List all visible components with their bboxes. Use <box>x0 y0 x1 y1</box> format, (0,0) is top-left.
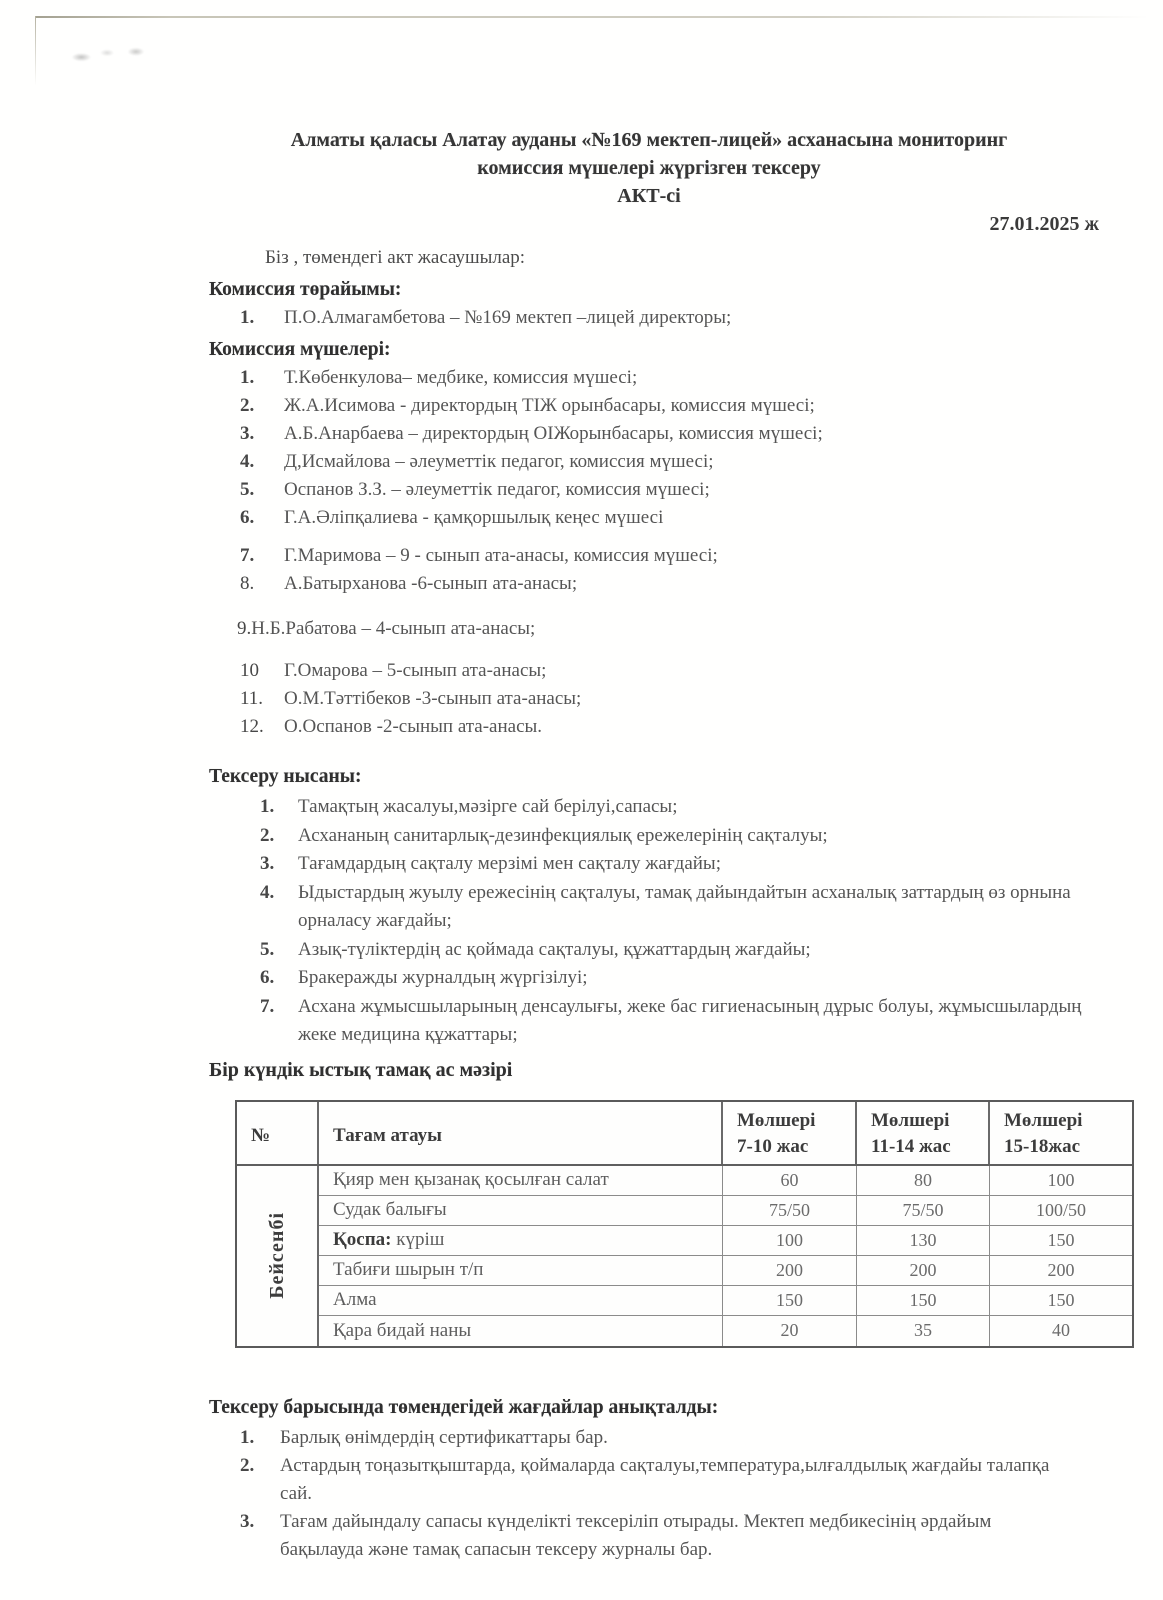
list-item <box>240 713 1070 741</box>
portion-11-14-cell: 200 <box>857 1256 990 1285</box>
dish-name: Табиғи шырын т/п <box>333 1259 484 1280</box>
dish-name-cell <box>319 1286 723 1315</box>
portion-11-14-cell: 130 <box>857 1226 990 1255</box>
title-line-3: АКТ-сі <box>617 185 681 207</box>
list-item <box>240 657 1070 685</box>
chair-list <box>240 304 1070 332</box>
dish-name-cell <box>319 1226 723 1255</box>
column-header-line: 7-10 жас <box>737 1135 809 1157</box>
members-list <box>237 364 1070 741</box>
list-item <box>240 392 1070 420</box>
portion-15-18-cell: 150 <box>1047 1289 1075 1310</box>
item-number: 4. <box>240 451 255 472</box>
list-item <box>260 964 1090 993</box>
column-header-line: Мөлшері <box>871 1109 950 1131</box>
day-cell <box>237 1166 319 1346</box>
item-number: 1. <box>240 307 255 328</box>
list-item <box>260 936 1090 965</box>
table-row <box>319 1316 1132 1346</box>
item-number: 1. <box>240 367 255 388</box>
item-number: 10 <box>240 660 259 681</box>
item-number: 2. <box>240 1454 255 1476</box>
portion-7-10-cell: 200 <box>723 1256 857 1285</box>
item-text: Асхана жұмысшыларының денсаулығы, жеке бас гигиенасының дұрыс болуы, жұмысшылардың жеке медицина құжаттары; <box>298 995 1082 1045</box>
page-title <box>235 126 1063 210</box>
chair-heading: Комиссия төрайымы: <box>209 279 402 300</box>
table-row <box>319 1286 1132 1316</box>
item-number: 4. <box>260 881 275 903</box>
list-item <box>240 504 1070 532</box>
inspection-heading: Тексеру нысаны: <box>209 766 362 787</box>
item-number: 6. <box>260 967 275 988</box>
dish-name-cell <box>319 1316 723 1346</box>
item-number: 11. <box>240 688 264 709</box>
portion-15-18-cell: 100 <box>1047 1169 1075 1190</box>
item-number: 8. <box>240 573 255 594</box>
list-item <box>260 822 1090 851</box>
table-row <box>319 1196 1132 1226</box>
item-text: Барлық өнімдердің сертификаттары бар. <box>280 1426 608 1448</box>
column-header-line: Мөлшері <box>737 1109 816 1131</box>
item-text: Тағам дайындалу сапасы күнделікті тексеріліп отырады. Мектеп медбикесінің әрдайым бақылауда және тамақ сапасын тексеру журналы бар. <box>280 1510 992 1560</box>
item-text: А.Батырханова -6-сынып ата-анасы; <box>284 573 578 594</box>
list-item <box>237 615 1070 643</box>
document-body <box>0 126 1163 1564</box>
portion-11-14-cell: 150 <box>857 1286 990 1315</box>
item-number: 7. <box>240 545 255 566</box>
portion-15-18-cell: 200 <box>1047 1259 1075 1280</box>
findings-list <box>240 1424 1070 1564</box>
column-header-no: № <box>237 1102 319 1164</box>
item-number: 5. <box>240 479 255 500</box>
menu-table <box>235 1100 1134 1348</box>
dish-name-cell <box>319 1256 723 1285</box>
item-number: 7. <box>260 995 275 1017</box>
portion-7-10-cell: 20 <box>723 1316 857 1346</box>
item-text: Ыдыстардың жуылу ережесінің сақталуы, тамақ дайындайтын асханалық заттардың өз орнына орналасу жағдайы; <box>298 881 1071 931</box>
list-item <box>240 542 1070 570</box>
list-item <box>240 364 1070 392</box>
portion-11-14-cell: 80 <box>857 1166 990 1195</box>
menu-table-body <box>237 1166 1132 1346</box>
dish-name: Алма <box>333 1289 377 1310</box>
item-number: 6. <box>240 507 255 528</box>
scan-smudge-artifact <box>72 44 150 66</box>
item-text: Д,Исмайлова – әлеуметтік педагог, комиссия мүшесі; <box>284 451 714 472</box>
list-item <box>240 304 1070 332</box>
column-header-portion-15-18 <box>990 1102 1132 1164</box>
list-item <box>240 570 1070 598</box>
dish-name: Қияр мен қызанақ қосылған салат <box>333 1169 609 1190</box>
portion-11-14-cell: 35 <box>857 1316 990 1346</box>
day-label: Бейсенбі <box>265 1212 288 1299</box>
table-row <box>319 1226 1132 1256</box>
inspection-list <box>260 793 1090 1050</box>
portion-7-10-cell: 60 <box>723 1166 857 1195</box>
scan-edge-artifact <box>35 16 36 86</box>
intro-line: Біз , төмендегі акт жасаушылар: <box>265 247 526 268</box>
dish-name-cell <box>319 1166 723 1195</box>
item-text: Астардың тоңазытқыштарда, қоймаларда сақталуы,температура,ылғалдылық жағдайы талапқа сай. <box>280 1454 1050 1504</box>
column-header-line: Мөлшері <box>1004 1109 1083 1131</box>
portion-15-18-cell: 150 <box>1047 1229 1075 1250</box>
item-text: Тамақтың жасалуы,мәзірге сай берілуі,сапасы; <box>298 796 678 817</box>
menu-rows <box>319 1166 1132 1346</box>
item-text: О.М.Тәттібеков -3-сынып ата-анасы; <box>284 688 582 709</box>
list-item <box>240 685 1070 713</box>
portion-7-10-cell: 75/50 <box>723 1196 857 1225</box>
list-item <box>240 1424 1070 1452</box>
item-text: Азық-түліктердің ас қоймада сақталуы, құжаттардың жағдайы; <box>298 938 811 960</box>
portion-7-10-cell: 150 <box>723 1286 857 1315</box>
table-row <box>319 1166 1132 1196</box>
column-header-dish: Тағам атауы <box>319 1102 723 1164</box>
members-heading: Комиссия мүшелері: <box>209 339 391 360</box>
list-item <box>240 1452 1070 1508</box>
item-number: 1. <box>240 1426 255 1448</box>
dish-name-bold: Қоспа: <box>333 1229 392 1250</box>
title-line-1: Алматы қаласы Алатау ауданы «№169 мектеп-лицей» асханасына мониторинг <box>290 129 1008 151</box>
column-header-line: 11-14 жас <box>871 1135 951 1157</box>
dish-name: күріш <box>391 1229 445 1250</box>
item-text: Асхананың санитарлық-дезинфекциялық ережелерінің сақталуы; <box>298 824 828 846</box>
item-number: 9. <box>237 618 252 639</box>
portion-15-18-cell: 100/50 <box>1035 1199 1086 1220</box>
table-row <box>319 1256 1132 1286</box>
item-text: Оспанов З.З. – әлеуметтік педагог, комиссия мүшесі; <box>284 479 710 500</box>
list-item <box>240 1508 1070 1564</box>
list-item <box>240 420 1070 448</box>
item-text: Н.Б.Рабатова – 4-сынып ата-анасы; <box>251 618 536 639</box>
dish-name: Судак балығы <box>333 1199 447 1220</box>
item-text: Г.А.Әліпқалиева - қамқоршылық кеңес мүшесі <box>284 507 664 528</box>
item-text: О.Оспанов -2-сынып ата-анасы. <box>284 716 543 737</box>
menu-heading: Бір күндік ыстық тамақ ас мәзірі <box>209 1058 513 1081</box>
item-number: 3. <box>240 1510 255 1532</box>
item-text: Ж.А.Исимова - директордың ТІЖ орынбасары, комиссия мүшесі; <box>284 395 815 416</box>
item-number: 2. <box>260 824 275 846</box>
item-number: 3. <box>260 853 275 874</box>
column-header-portion-7-10 <box>723 1102 857 1164</box>
item-number: 3. <box>240 423 255 444</box>
portion-7-10-cell: 100 <box>723 1226 857 1255</box>
item-text: Т.Көбенкулова– медбике, комиссия мүшесі; <box>284 367 638 388</box>
list-item <box>260 793 1090 822</box>
item-number: 2. <box>240 395 255 416</box>
item-number: 1. <box>260 796 275 817</box>
item-text: Бракеражды журналдың жүргізілуі; <box>298 967 588 988</box>
column-header-line: 15-18жас <box>1004 1135 1081 1157</box>
findings-heading: Тексеру барысында төмендегідей жағдайлар анықталды: <box>209 1396 719 1418</box>
title-line-2: комиссия мүшелері жүргізген тексеру <box>477 157 821 179</box>
item-text: П.О.Алмагамбетова – №169 мектеп –лицей директоры; <box>284 307 732 328</box>
portion-11-14-cell: 75/50 <box>857 1196 990 1225</box>
list-item <box>240 448 1070 476</box>
item-number: 12. <box>240 716 264 737</box>
dish-name: Қара бидай наны <box>333 1319 472 1341</box>
scan-edge-artifact <box>35 16 1149 18</box>
column-header-portion-11-14 <box>857 1102 990 1164</box>
item-text: Г.Маримова – 9 - сынып ата-анасы, комиссия мүшесі; <box>284 545 718 566</box>
document-date: 27.01.2025 ж <box>989 213 1099 235</box>
item-number: 5. <box>260 938 275 960</box>
list-item <box>260 850 1090 879</box>
list-item <box>240 476 1070 504</box>
dish-name-cell <box>319 1196 723 1225</box>
item-text: Тағамдардың сақталу мерзімі мен сақталу жағдайы; <box>298 853 721 874</box>
menu-table-header-row <box>237 1102 1132 1166</box>
portion-15-18-cell: 40 <box>1052 1320 1070 1340</box>
list-item <box>260 879 1090 936</box>
item-text: А.Б.Анарбаева – директордың ОІЖорынбасары, комиссия мүшесі; <box>284 423 823 444</box>
list-item <box>260 993 1090 1050</box>
item-text: Г.Омарова – 5-сынып ата-анасы; <box>284 660 547 681</box>
